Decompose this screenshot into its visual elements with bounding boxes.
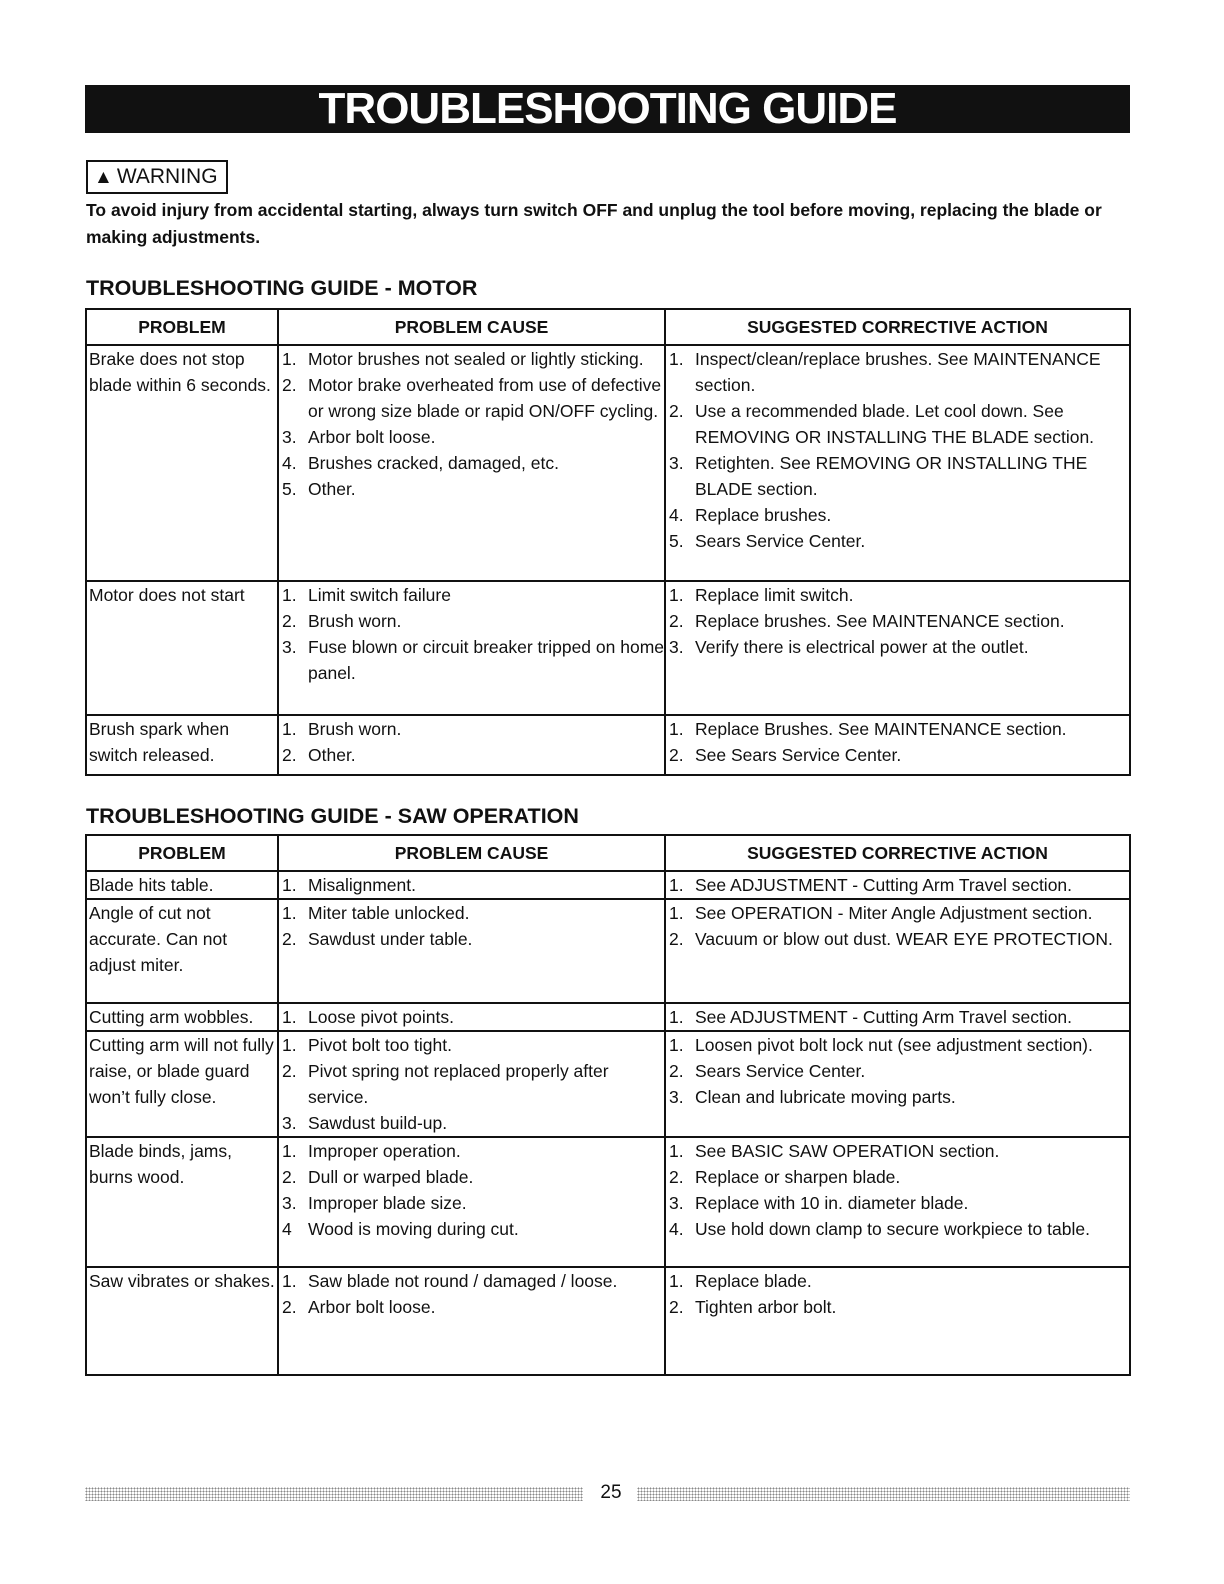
cause-cell bbox=[278, 899, 665, 1003]
item-text: See ADJUSTMENT - Cutting Arm Travel section. bbox=[695, 875, 1073, 895]
item-number: 1. bbox=[669, 1271, 684, 1291]
header-cause: PROBLEM CAUSE bbox=[278, 835, 665, 871]
item-number: 2. bbox=[282, 1061, 297, 1081]
table-row bbox=[86, 1003, 1130, 1031]
item-number: 1. bbox=[282, 1035, 297, 1055]
cause-item bbox=[279, 742, 664, 768]
item-text: Pivot spring not replaced properly after service. bbox=[308, 1061, 609, 1107]
action-cell bbox=[665, 1137, 1130, 1267]
item-number: 5. bbox=[282, 479, 297, 499]
item-number: 1. bbox=[282, 875, 297, 895]
action-item bbox=[666, 872, 1129, 898]
item-number: 3. bbox=[669, 637, 684, 657]
action-cell bbox=[665, 1003, 1130, 1031]
item-number: 2. bbox=[669, 611, 684, 631]
action-item bbox=[666, 634, 1129, 660]
item-text: Misalignment. bbox=[308, 875, 416, 895]
item-number: 2. bbox=[282, 1297, 297, 1317]
item-number: 1. bbox=[669, 585, 684, 605]
cause-cell bbox=[278, 715, 665, 775]
cause-item bbox=[279, 634, 664, 686]
footer-pattern-right bbox=[637, 1487, 1130, 1501]
action-item bbox=[666, 900, 1129, 926]
item-number: 1. bbox=[669, 1035, 684, 1055]
cause-item bbox=[279, 1004, 664, 1030]
item-number: 5. bbox=[669, 531, 684, 551]
cause-item bbox=[279, 1032, 664, 1058]
item-text: Loosen pivot bolt lock nut (see adjustment section). bbox=[695, 1035, 1093, 1055]
cause-cell bbox=[278, 1003, 665, 1031]
item-number: 1. bbox=[282, 1141, 297, 1161]
action-item bbox=[666, 398, 1129, 450]
cause-cell bbox=[278, 871, 665, 899]
item-text: Use hold down clamp to secure workpiece to table. bbox=[695, 1219, 1090, 1239]
table-row bbox=[86, 1137, 1130, 1267]
action-cell bbox=[665, 715, 1130, 775]
item-number: 2. bbox=[282, 375, 297, 395]
item-number: 3. bbox=[282, 637, 297, 657]
table-row bbox=[86, 581, 1130, 715]
item-text: Inspect/clean/replace brushes. See MAINTENANCE section. bbox=[695, 349, 1101, 395]
item-number: 1. bbox=[669, 875, 684, 895]
item-number: 2. bbox=[282, 745, 297, 765]
item-number: 1. bbox=[669, 903, 684, 923]
action-cell bbox=[665, 871, 1130, 899]
item-text: Replace or sharpen blade. bbox=[695, 1167, 901, 1187]
cause-cell bbox=[278, 345, 665, 581]
item-number: 3. bbox=[669, 1193, 684, 1213]
table-row bbox=[86, 715, 1130, 775]
problem-cell: Saw vibrates or shakes. bbox=[86, 1267, 278, 1375]
item-text: Replace blade. bbox=[695, 1271, 812, 1291]
item-number: 1. bbox=[669, 1141, 684, 1161]
item-text: Replace Brushes. See MAINTENANCE section. bbox=[695, 719, 1067, 739]
page-footer bbox=[85, 1482, 1130, 1506]
cause-item bbox=[279, 1110, 664, 1136]
item-number: 1. bbox=[669, 1007, 684, 1027]
action-item bbox=[666, 1032, 1129, 1058]
problem-cell: Brush spark when switch released. bbox=[86, 715, 278, 775]
item-text: Arbor bolt loose. bbox=[308, 1297, 436, 1317]
action-cell bbox=[665, 1267, 1130, 1375]
item-text: Sears Service Center. bbox=[695, 1061, 866, 1081]
table-row bbox=[86, 871, 1130, 899]
item-number: 1. bbox=[282, 719, 297, 739]
warning-label bbox=[86, 160, 228, 194]
item-number: 2. bbox=[669, 1061, 684, 1081]
item-number: 2. bbox=[669, 401, 684, 421]
action-cell bbox=[665, 581, 1130, 715]
saw-section-title: TROUBLESHOOTING GUIDE - SAW OPERATION bbox=[86, 804, 579, 828]
page-banner-title: TROUBLESHOOTING GUIDE bbox=[85, 85, 1130, 133]
item-text: See BASIC SAW OPERATION section. bbox=[695, 1141, 1000, 1161]
cause-cell bbox=[278, 1267, 665, 1375]
cause-item bbox=[279, 1294, 664, 1320]
action-cell bbox=[665, 1031, 1130, 1137]
item-number: 2. bbox=[282, 929, 297, 949]
motor-table bbox=[85, 308, 1129, 776]
cause-item bbox=[279, 582, 664, 608]
cause-item bbox=[279, 1268, 664, 1294]
action-item bbox=[666, 582, 1129, 608]
item-text: Replace brushes. See MAINTENANCE section. bbox=[695, 611, 1065, 631]
item-text: Saw blade not round / damaged / loose. bbox=[308, 1271, 618, 1291]
page-number: 25 bbox=[600, 1482, 622, 1503]
action-item bbox=[666, 716, 1129, 742]
item-text: Brushes cracked, damaged, etc. bbox=[308, 453, 559, 473]
item-number: 1. bbox=[669, 349, 684, 369]
item-text: Other. bbox=[308, 479, 356, 499]
item-number: 3. bbox=[669, 453, 684, 473]
item-text: Wood is moving during cut. bbox=[308, 1219, 519, 1239]
item-text: Replace with 10 in. diameter blade. bbox=[695, 1193, 969, 1213]
action-item bbox=[666, 1190, 1129, 1216]
item-text: Miter table unlocked. bbox=[308, 903, 470, 923]
cause-cell bbox=[278, 581, 665, 715]
cause-item bbox=[279, 1138, 664, 1164]
item-number: 1. bbox=[282, 585, 297, 605]
item-text: Retighten. See REMOVING OR INSTALLING THE BLADE section. bbox=[695, 453, 1088, 499]
warning-text: To avoid injury from accidental starting, always turn switch OFF and unplug the tool before moving, replacing the blade or making adjustments. bbox=[86, 200, 1102, 247]
header-action: SUGGESTED CORRECTIVE ACTION bbox=[665, 309, 1130, 345]
action-item bbox=[666, 1084, 1129, 1110]
item-text: Verify there is electrical power at the outlet. bbox=[695, 637, 1029, 657]
problem-cell: Brake does not stop blade within 6 seconds. bbox=[86, 345, 278, 581]
item-text: Improper operation. bbox=[308, 1141, 461, 1161]
item-text: Clean and lubricate moving parts. bbox=[695, 1087, 956, 1107]
item-text: Sawdust under table. bbox=[308, 929, 473, 949]
header-action: SUGGESTED CORRECTIVE ACTION bbox=[665, 835, 1130, 871]
header-problem: PROBLEM bbox=[86, 309, 278, 345]
action-item bbox=[666, 1164, 1129, 1190]
action-item bbox=[666, 1294, 1129, 1320]
action-item bbox=[666, 450, 1129, 502]
problem-cell: Blade hits table. bbox=[86, 871, 278, 899]
action-item bbox=[666, 1216, 1129, 1242]
item-number: 3. bbox=[669, 1087, 684, 1107]
item-number: 1. bbox=[669, 719, 684, 739]
item-text: Arbor bolt loose. bbox=[308, 427, 436, 447]
cause-item bbox=[279, 900, 664, 926]
item-number: 1. bbox=[282, 903, 297, 923]
action-item bbox=[666, 346, 1129, 398]
cause-item bbox=[279, 926, 664, 952]
problem-cell: Blade binds, jams, burns wood. bbox=[86, 1137, 278, 1267]
action-item bbox=[666, 1058, 1129, 1084]
item-number: 1. bbox=[282, 1271, 297, 1291]
item-number: 4. bbox=[669, 505, 684, 525]
problem-cell: Cutting arm will not fully raise, or blade guard won’t fully close. bbox=[86, 1031, 278, 1137]
item-text: Pivot bolt too tight. bbox=[308, 1035, 452, 1055]
problem-cell: Angle of cut not accurate. Can not adjust miter. bbox=[86, 899, 278, 1003]
item-text: Dull or warped blade. bbox=[308, 1167, 474, 1187]
item-text: See OPERATION - Miter Angle Adjustment section. bbox=[695, 903, 1093, 923]
item-number: 2. bbox=[669, 1167, 684, 1187]
table-header-row bbox=[86, 309, 1130, 345]
item-number: 3. bbox=[282, 1193, 297, 1213]
action-cell bbox=[665, 345, 1130, 581]
item-number: 3. bbox=[282, 1113, 297, 1133]
action-cell bbox=[665, 899, 1130, 1003]
item-number: 2. bbox=[669, 1297, 684, 1317]
item-number: 2. bbox=[669, 929, 684, 949]
header-problem: PROBLEM bbox=[86, 835, 278, 871]
item-number: 2. bbox=[669, 745, 684, 765]
cause-item bbox=[279, 872, 664, 898]
cause-item bbox=[279, 1164, 664, 1190]
item-number: 4 bbox=[282, 1219, 292, 1239]
header-cause: PROBLEM CAUSE bbox=[278, 309, 665, 345]
item-number: 2. bbox=[282, 1167, 297, 1187]
table-row bbox=[86, 345, 1130, 581]
problem-cell: Motor does not start bbox=[86, 581, 278, 715]
item-text: See Sears Service Center. bbox=[695, 745, 902, 765]
cause-item bbox=[279, 1058, 664, 1110]
action-item bbox=[666, 926, 1129, 952]
action-item bbox=[666, 528, 1129, 554]
motor-section-title: TROUBLESHOOTING GUIDE - MOTOR bbox=[86, 276, 478, 300]
item-text: Tighten arbor bolt. bbox=[695, 1297, 837, 1317]
item-number: 4. bbox=[669, 1219, 684, 1239]
item-text: Motor brushes not sealed or lightly sticking. bbox=[308, 349, 644, 369]
item-number: 2. bbox=[282, 611, 297, 631]
action-item bbox=[666, 1268, 1129, 1294]
item-text: Fuse blown or circuit breaker tripped on home panel. bbox=[308, 637, 665, 683]
item-text: Loose pivot points. bbox=[308, 1007, 454, 1027]
item-text: Other. bbox=[308, 745, 356, 765]
item-number: 3. bbox=[282, 427, 297, 447]
cause-item bbox=[279, 450, 664, 476]
cause-item bbox=[279, 608, 664, 634]
problem-cell: Cutting arm wobbles. bbox=[86, 1003, 278, 1031]
warning-label-text: WARNING bbox=[116, 165, 218, 188]
item-text: Replace brushes. bbox=[695, 505, 832, 525]
warning-triangle-icon: ▲ bbox=[94, 167, 113, 188]
item-text: Brush worn. bbox=[308, 611, 402, 631]
item-text: See ADJUSTMENT - Cutting Arm Travel section. bbox=[695, 1007, 1073, 1027]
action-item bbox=[666, 608, 1129, 634]
table-row bbox=[86, 1031, 1130, 1137]
item-text: Improper blade size. bbox=[308, 1193, 467, 1213]
item-number: 4. bbox=[282, 453, 297, 473]
table-row bbox=[86, 899, 1130, 1003]
saw-table bbox=[85, 834, 1129, 1376]
cause-item bbox=[279, 476, 664, 502]
item-number: 1. bbox=[282, 1007, 297, 1027]
item-text: Vacuum or blow out dust. WEAR EYE PROTECTION. bbox=[695, 929, 1113, 949]
cause-item bbox=[279, 346, 664, 372]
action-item bbox=[666, 1138, 1129, 1164]
item-text: Sawdust build-up. bbox=[308, 1113, 448, 1133]
action-item bbox=[666, 502, 1129, 528]
cause-cell bbox=[278, 1031, 665, 1137]
table-header-row bbox=[86, 835, 1130, 871]
cause-item bbox=[279, 424, 664, 450]
item-text: Use a recommended blade. Let cool down. See REMOVING OR INSTALLING THE BLADE section. bbox=[695, 401, 1095, 447]
cause-item bbox=[279, 716, 664, 742]
action-item bbox=[666, 742, 1129, 768]
item-text: Brush worn. bbox=[308, 719, 402, 739]
item-text: Limit switch failure bbox=[308, 585, 451, 605]
action-item bbox=[666, 1004, 1129, 1030]
item-text: Sears Service Center. bbox=[695, 531, 866, 551]
cause-item bbox=[279, 1216, 664, 1242]
item-text: Replace limit switch. bbox=[695, 585, 854, 605]
item-number: 1. bbox=[282, 349, 297, 369]
table-row bbox=[86, 1267, 1130, 1375]
footer-pattern-left bbox=[85, 1487, 583, 1501]
item-text: Motor brake overheated from use of defective or wrong size blade or rapid ON/OFF cycling. bbox=[308, 375, 662, 421]
cause-cell bbox=[278, 1137, 665, 1267]
cause-item bbox=[279, 1190, 664, 1216]
cause-item bbox=[279, 372, 664, 424]
